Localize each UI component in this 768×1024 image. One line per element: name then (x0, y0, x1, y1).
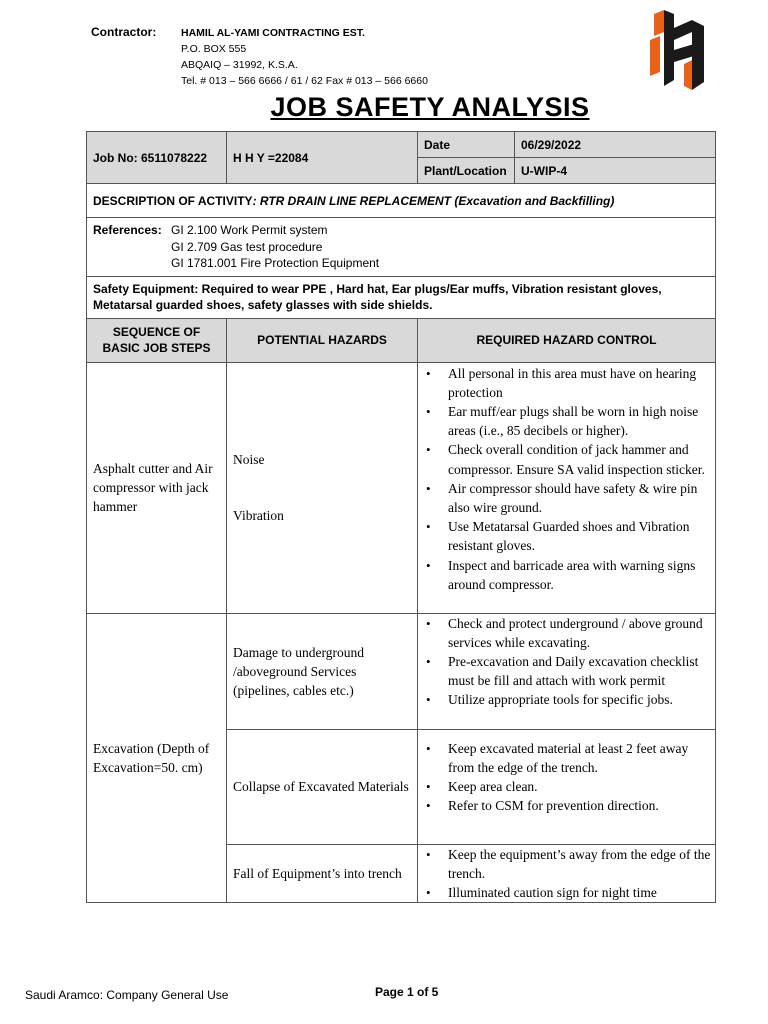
control-item: • Illuminated caution sign for night time (448, 883, 715, 902)
controls-cell (418, 844, 716, 903)
jsa-table (86, 131, 716, 903)
control-item: • Ear muff/ear plugs shall be worn in high noise areas (i.e., 85 decibels or higher). (448, 402, 715, 440)
reference-item: GI 2.100 Work Permit system (171, 223, 328, 237)
activity-value: : RTR DRAIN LINE REPLACEMENT (Excavation and Backfilling) (252, 193, 615, 208)
contractor-label: Contractor: (91, 25, 157, 39)
references-list (171, 222, 379, 272)
job-step: Excavation (Depth of Excavation=50. cm) (87, 613, 227, 903)
control-item: • Air compressor should have safety & wire pin also wire ground. (448, 479, 715, 517)
hazard-text: Collapse of Excavated Materials (227, 729, 418, 844)
company-logo-icon (648, 10, 706, 90)
control-item: • Utilize appropriate tools for specific jobs. (448, 690, 715, 709)
control-item: • Use Metatarsal Guarded shoes and Vibration resistant gloves. (448, 517, 715, 555)
controls-cell (418, 613, 716, 729)
reference-item: GI 2.709 Gas test procedure (171, 239, 323, 254)
contact-numbers: Tel. # 013 – 566 6666 / 61 / 62 Fax # 013 – 566 6660 (181, 75, 428, 87)
control-item: • Check overall condition of jack hammer and compressor. Ensure SA valid inspection sticker. (448, 440, 715, 478)
table-row (87, 362, 716, 613)
po-box: P.O. BOX 555 (181, 43, 247, 55)
hazard-cell (227, 362, 418, 613)
control-item: • All personal in this area must have on hearing protection (448, 364, 715, 402)
controls-cell (418, 362, 716, 613)
hazard-text: Noise (233, 452, 265, 467)
company-name: HAMIL AL-YAMI CONTRACTING EST. (181, 27, 365, 39)
hhy-number: H H Y =22084 (227, 132, 418, 184)
column-header-hazards: POTENTIAL HAZARDS (227, 318, 418, 362)
control-item: • Pre-excavation and Daily excavation checklist must be fill and attach with work permit (448, 652, 715, 690)
column-header-controls: REQUIRED HAZARD CONTROL (418, 318, 716, 362)
hazard-text: Vibration (233, 508, 284, 523)
control-item: • Inspect and barricade area with warning signs around compressor. (448, 556, 715, 594)
activity-description (87, 184, 716, 218)
plant-location-label: Plant/Location (418, 158, 515, 184)
controls-cell (418, 729, 716, 844)
column-header-steps: SEQUENCE OF BASIC JOB STEPS (87, 318, 227, 362)
control-item: • Check and protect underground / above ground services while excavating. (448, 614, 715, 652)
hazard-text: Fall of Equipment’s into trench (227, 844, 418, 903)
date-label: Date (418, 132, 515, 158)
references-cell (87, 218, 716, 277)
page-number: Page 1 of 5 (375, 985, 439, 999)
contractor-info (181, 25, 428, 89)
date-value: 06/29/2022 (515, 132, 716, 158)
classification-footer: Saudi Aramco: Company General Use (25, 988, 229, 1002)
control-item: • Keep excavated material at least 2 feet away from the edge of the trench. (448, 739, 715, 777)
city: ABQAIQ – 31992, K.S.A. (181, 59, 298, 71)
control-item: • Keep area clean. (448, 777, 715, 796)
control-item: • Keep the equipment’s away from the edge of the trench. (448, 845, 715, 883)
hazard-text: Damage to underground /aboveground Services (pipelines, cables etc.) (227, 613, 418, 729)
job-number: Job No: 6511078222 (87, 132, 227, 184)
references-label: References: (93, 223, 162, 237)
reference-item: GI 1781.001 Fire Protection Equipment (171, 256, 380, 270)
plant-location-value: U-WIP-4 (515, 158, 716, 184)
page-title: JOB SAFETY ANALYSIS (270, 92, 590, 122)
safety-equipment: Safety Equipment: Required to wear PPE , Hard hat, Ear plugs/Ear muffs, Vibration resistant gloves, Metatarsal guarded shoes, safety glasses with side shields. (87, 276, 716, 318)
table-row (87, 613, 716, 729)
job-step: Asphalt cutter and Air compressor with jack hammer (87, 362, 227, 613)
control-item: • Refer to CSM for prevention direction. (448, 796, 715, 815)
activity-label: DESCRIPTION OF ACTIVITY (93, 193, 253, 208)
